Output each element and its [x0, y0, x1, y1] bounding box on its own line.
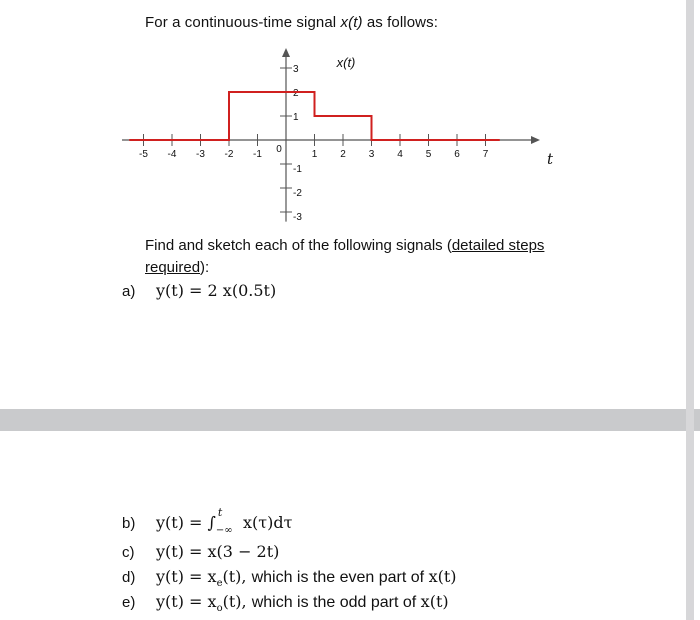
instructions-underlined: detailed steps required	[145, 237, 545, 276]
question-e-eq-right: x(t)	[420, 592, 449, 611]
page-divider-band	[0, 409, 700, 431]
intro-prefix: For a continuous-time signal	[145, 14, 341, 31]
x-tick-label: 5	[425, 149, 432, 160]
y-tick-label: -2	[293, 188, 302, 199]
x-tick-label: 0	[276, 144, 282, 155]
question-b-label: b)	[122, 515, 136, 532]
x-tick-label: 4	[397, 149, 403, 160]
question-e-eq-mid: (t),	[222, 592, 252, 611]
y-tick-label: 2	[293, 88, 299, 99]
signal-plot	[0, 40, 700, 235]
x-tick-label: -3	[196, 149, 205, 160]
vertical-scrollbar[interactable]	[686, 0, 694, 620]
integral-lower-limit: −∞	[215, 524, 233, 536]
y-tick-label: 1	[293, 112, 299, 123]
question-d-eq-mid: (t),	[222, 567, 252, 586]
x-tick-label: -5	[139, 149, 148, 160]
x-tick-label: 2	[340, 149, 346, 160]
instructions	[145, 235, 565, 279]
question-b-eq-right: x(τ)dτ	[237, 513, 293, 532]
y-tick-label: 3	[293, 64, 299, 75]
instructions-before: Find and sketch each of the following signals (	[145, 237, 452, 254]
question-d-eq-right: x(t)	[428, 567, 457, 586]
x-tick-label: 3	[368, 149, 375, 160]
problem-intro	[145, 14, 438, 31]
integral-upper-limit: t	[217, 505, 223, 519]
question-b-eq-left: y(t) = ∫	[156, 513, 216, 532]
x-tick-label: 6	[454, 149, 460, 160]
question-e-sub: o	[216, 603, 223, 615]
x-tick-label: 7	[482, 149, 489, 160]
question-e-label: e)	[122, 594, 136, 611]
integral-limits	[215, 505, 238, 536]
question-e-text: which is the odd part of	[251, 594, 421, 611]
question-a-label: a)	[122, 283, 136, 300]
question-c-label: c)	[122, 544, 135, 561]
question-d-sub: e	[216, 578, 223, 590]
x-tick-label: -1	[253, 149, 262, 160]
y-tick-label: -3	[293, 212, 302, 223]
intro-suffix: as follows:	[362, 14, 438, 31]
x-tick-label: -4	[167, 149, 177, 160]
y-axis-arrow	[282, 48, 290, 57]
question-c-equation: y(t) = x(3 − 2t)	[156, 542, 280, 561]
y-tick-label: -1	[293, 164, 302, 175]
x-axis-arrow	[531, 136, 540, 144]
instructions-after: ):	[200, 259, 210, 276]
question-d-equation	[156, 567, 457, 589]
question-d-eq-left: y(t) = x	[156, 567, 217, 586]
question-d-text: which is the even part of	[251, 569, 429, 586]
question-d-label: d)	[122, 569, 136, 586]
intro-signal: x(t)	[340, 14, 363, 31]
signal-name-label: x(t)	[336, 55, 356, 70]
question-b-equation	[156, 505, 293, 536]
x-tick-label: -2	[224, 149, 234, 160]
x-axis-label: t	[546, 150, 554, 168]
question-e-equation	[156, 592, 449, 614]
x-tick-label: 1	[311, 149, 318, 160]
question-e-eq-left: y(t) = x	[156, 592, 217, 611]
question-a-equation: y(t) = 2 x(0.5t)	[156, 281, 277, 300]
signal-line	[129, 92, 500, 140]
